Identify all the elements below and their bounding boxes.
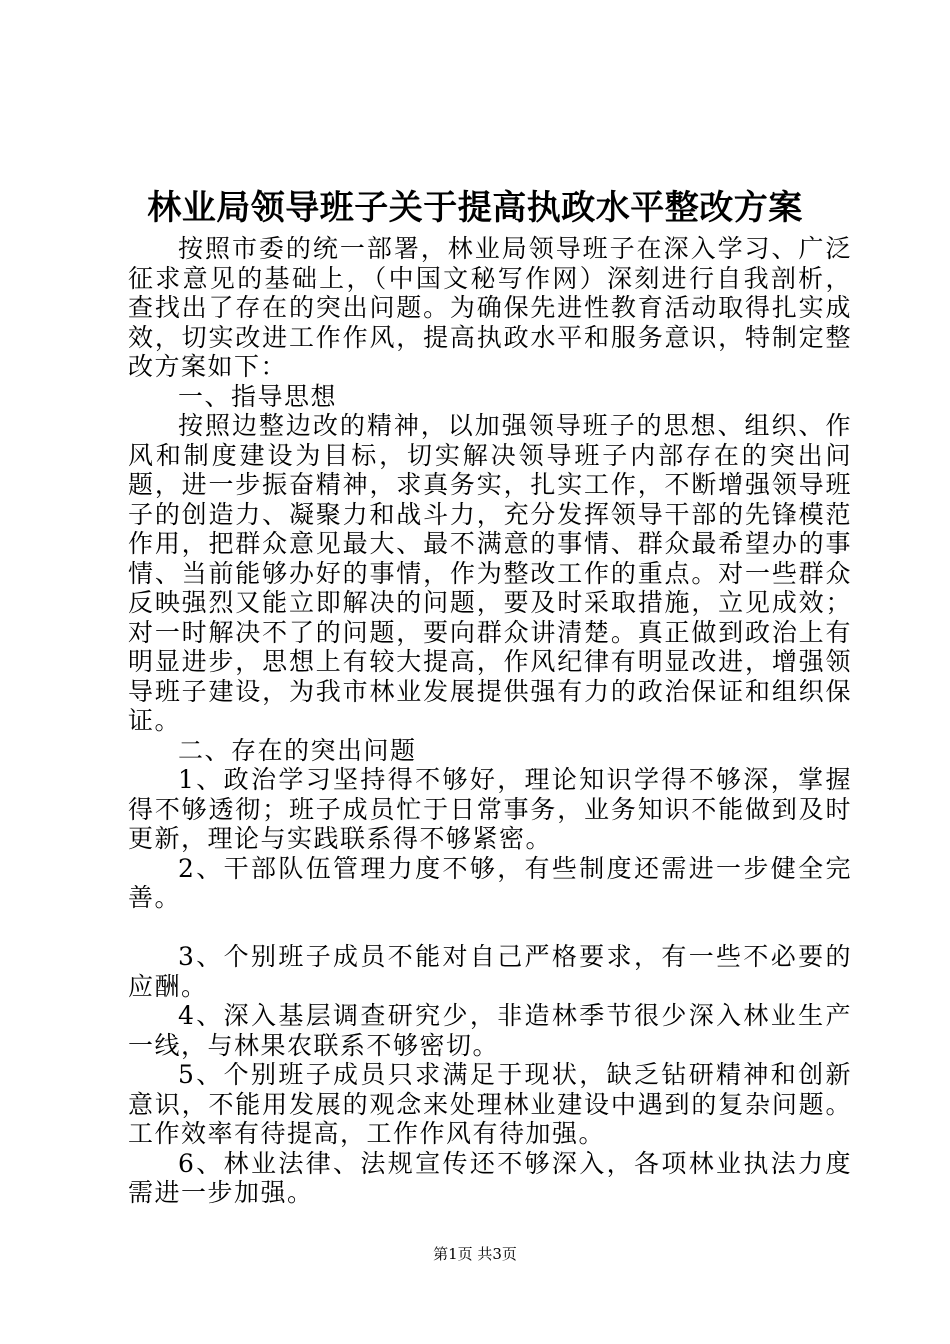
- list-item-problem-2: 2、干部队伍管理力度不够，有些制度还需进一步健全完善。: [128, 853, 852, 912]
- list-item-problem-1: 1、政治学习坚持得不够好，理论知识学得不够深，掌握得不够透彻；班子成员忙于日常事务，业务知识不能做到及时更新，理论与实践联系得不够紧密。: [128, 765, 852, 853]
- list-item-problem-3: 3、个别班子成员不能对自己严格要求，有一些不必要的应酬。: [128, 942, 852, 1001]
- page-number-footer: 第1页 共3页: [433, 1245, 517, 1263]
- blank-line: [128, 913, 852, 943]
- document-title: 林业局领导班子关于提高执政水平整改方案: [147, 188, 803, 228]
- list-item-problem-5: 5、个别班子成员只求满足于现状，缺乏钻研精神和创新意识，不能用发展的观念来处理林业建设中遇到的复杂问题。工作效率有待提高，工作作风有待加强。: [128, 1060, 852, 1148]
- paragraph-guiding-principle: 按照边整边改的精神，以加强领导班子的思想、组织、作风和制度建设为目标，切实解决领导班子内部存在的突出问题，进一步振奋精神，求真务实，扎实工作，不断增强领导班子的创造力、凝聚力和战斗力，充分发挥领导干部的先锋模范作用，把群众意见最大、最不满意的事情、群众最希望办的事情、当前能够办好的事情，作为整改工作的重点。对一些群众反映强烈又能立即解决的问题，要及时采取措施，立见成效；对一时解决不了的问题，要向群众讲清楚。真正做到政治上有明显进步，思想上有较大提高，作风纪律有明显改进，增强领导班子建设，为我市林业发展提供强有力的政治保证和组织保证。: [128, 411, 852, 735]
- list-item-problem-6: 6、林业法律、法规宣传还不够深入，各项林业执法力度需进一步加强。: [128, 1148, 852, 1207]
- list-item-problem-4: 4、深入基层调查研究少，非造林季节很少深入林业生产一线，与林果农联系不够密切。: [128, 1001, 852, 1060]
- section-heading-guiding-principle: 一、指导思想: [178, 381, 338, 411]
- document-body: [128, 234, 852, 1208]
- section-heading-problems: 二、存在的突出问题: [178, 735, 417, 765]
- paragraph-intro: 按照市委的统一部署，林业局领导班子在深入学习、广泛征求意见的基础上，（中国文秘写作网）深刻进行自我剖析，查找出了存在的突出问题。为确保先进性教育活动取得扎实成效，切实改进工作作风，提高执政水平和服务意识，特制定整改方案如下：: [128, 234, 852, 381]
